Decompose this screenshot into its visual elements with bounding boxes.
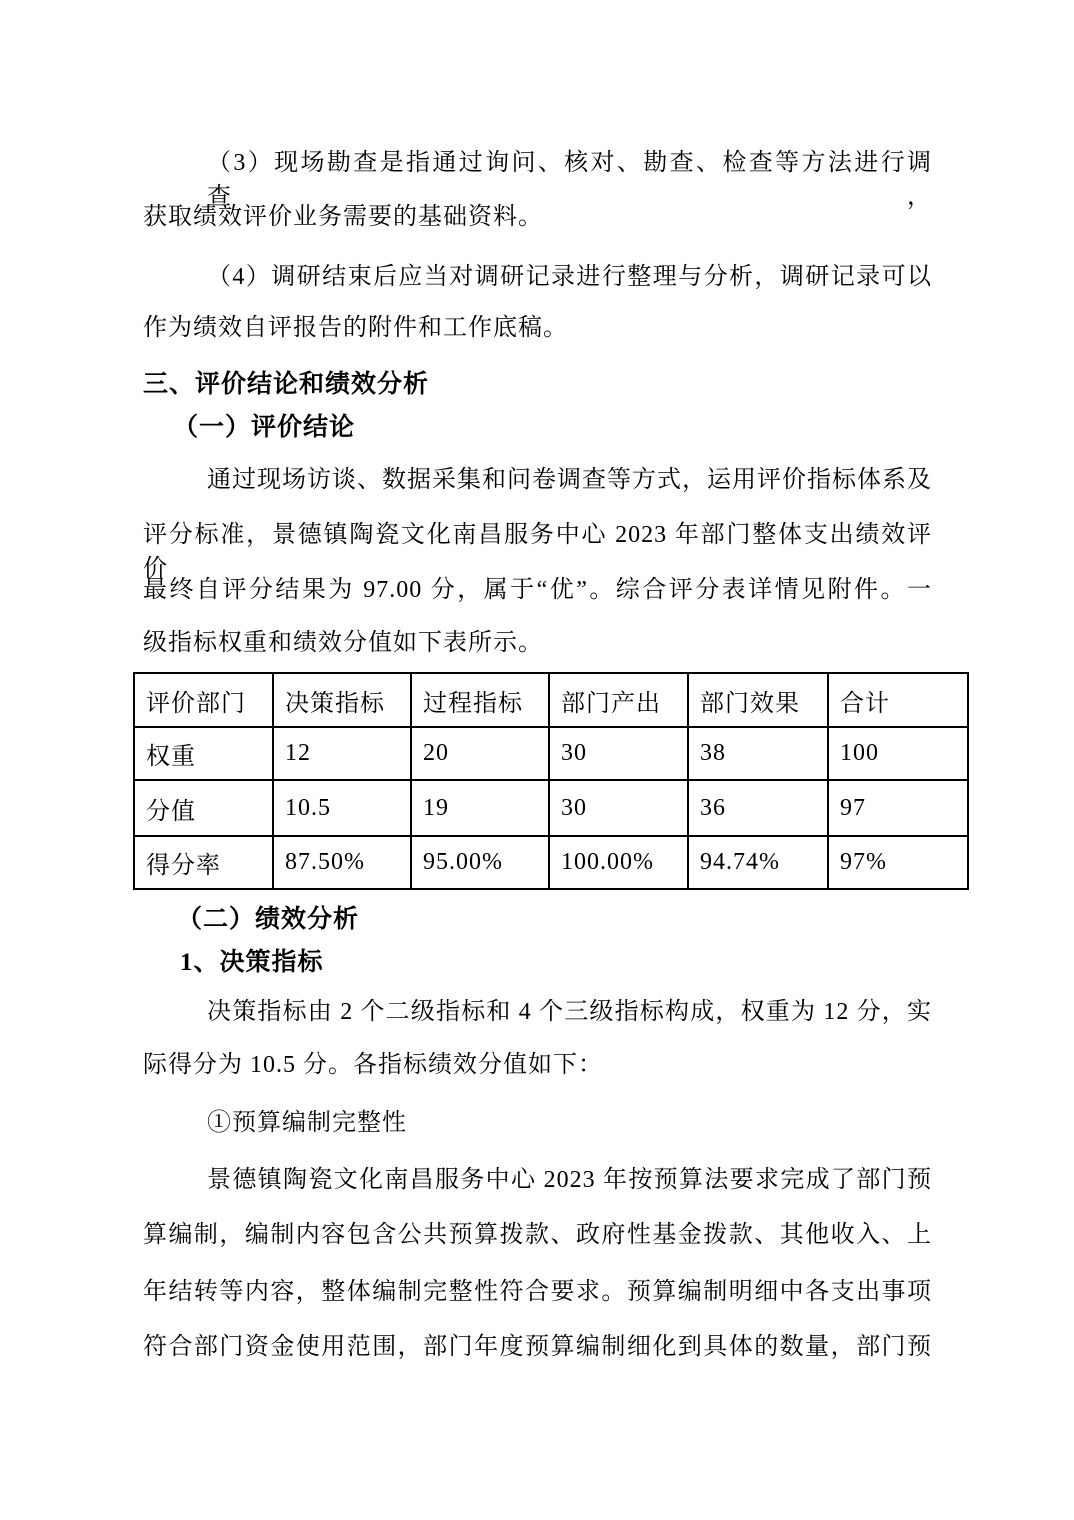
para-conclusion-line-2: 评分标准，景德镇陶瓷文化南昌服务中心 2023 年部门整体支出绩效评价 [143,522,932,582]
table-header-cell: 评价部门 [134,673,273,727]
table-header-cell: 过程指标 [411,673,549,727]
table-cell: 30 [549,780,688,836]
table-cell: 19 [411,780,549,836]
table-cell: 97 [828,780,968,836]
para-budget-line-4: 符合部门资金使用范围，部门年度预算编制细化到具体的数量，部门预 [143,1334,932,1360]
table-cell: 38 [688,727,828,780]
table-cell: 30 [549,727,688,780]
row-label-cell: 得分率 [134,836,273,889]
table-cell: 100.00% [549,836,688,889]
table-header-cell: 部门产出 [549,673,688,727]
para-budget-line-1: 景德镇陶瓷文化南昌服务中心 2023 年按预算法要求完成了部门预 [207,1167,932,1193]
para-conclusion-line-4: 级指标权重和绩效分值如下表所示。 [143,630,543,656]
table-cell: 100 [828,727,968,780]
table-cell: 12 [273,727,411,780]
table-cell: 94.74% [688,836,828,889]
para-budget-line-2: 算编制，编制内容包含公共预算拨款、政府性基金拨款、其他收入、上 [143,1222,932,1248]
para-conclusion-line-1: 通过现场访谈、数据采集和问卷调查等方式，运用评价指标体系及 [207,467,932,493]
para-site-survey-line-1: （3）现场勘查是指通过询问、核对、勘查、检查等方法进行调查， [207,150,932,210]
table-row-score [134,780,968,836]
row-label-cell: 权重 [134,727,273,780]
table-cell: 10.5 [273,780,411,836]
table-row-score-rate [134,836,968,889]
table-cell: 97% [828,836,968,889]
para-conclusion-line-3: 最终自评分结果为 97.00 分，属于“优”。综合评分表详情见附件。一 [143,577,932,603]
heading-decision-indicator: 1、决策指标 [180,949,324,976]
para-research-record-line-1: （4）调研结束后应当对调研记录进行整理与分析，调研记录可以 [207,264,932,290]
table-header-cell: 决策指标 [273,673,411,727]
row-label-cell: 分值 [134,780,273,836]
table-header-row [134,673,968,727]
heading-section-3: 三、评价结论和绩效分析 [143,371,430,398]
heading-evaluation-conclusion: （一）评价结论 [173,414,356,441]
table-cell: 36 [688,780,828,836]
table-cell: 20 [411,727,549,780]
table-row-weight [134,727,968,780]
heading-performance-analysis: （二）绩效分析 [177,906,360,933]
indicator-score-table [133,672,969,890]
para-research-record-line-2: 作为绩效自评报告的附件和工作底稿。 [143,315,568,341]
para-site-survey-line-2: 获取绩效评价业务需要的基础资料。 [143,204,543,230]
para-decision-line-2: 际得分为 10.5 分。各指标绩效分值如下： [143,1052,603,1078]
item-budget-completeness: ①预算编制完整性 [207,1110,407,1136]
table-cell: 95.00% [411,836,549,889]
table-header-cell: 合计 [828,673,968,727]
para-budget-line-3: 年结转等内容，整体编制完整性符合要求。预算编制明细中各支出事项 [143,1279,932,1305]
table-header-cell: 部门效果 [688,673,828,727]
para-decision-line-1: 决策指标由 2 个二级指标和 4 个三级指标构成，权重为 12 分，实 [207,999,932,1025]
table-cell: 87.50% [273,836,411,889]
